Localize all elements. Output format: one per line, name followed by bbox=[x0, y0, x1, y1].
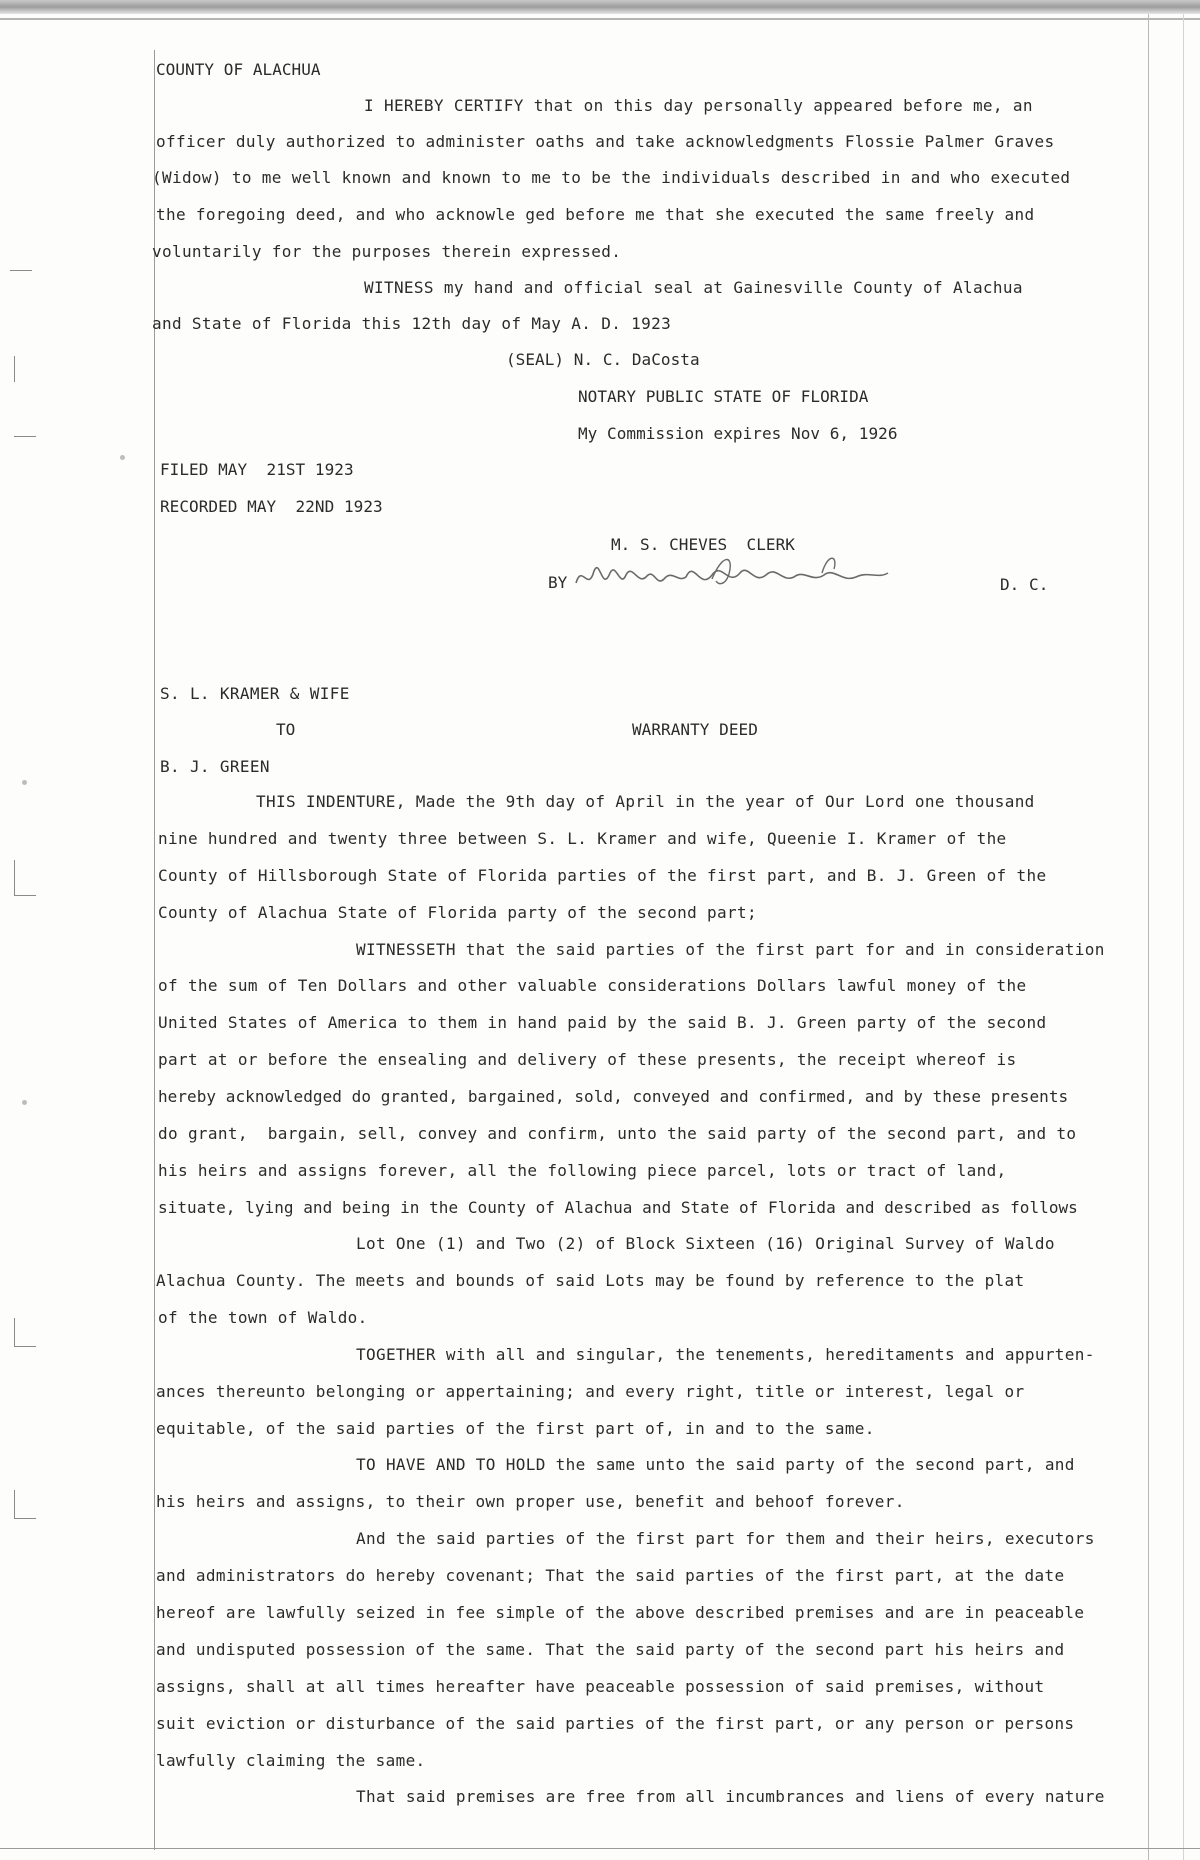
clerk-name: M. S. CHEVES CLERK bbox=[611, 535, 795, 554]
witness-line: and State of Florida this 12th day of May A. D. 1923 bbox=[152, 314, 672, 333]
certify-line: voluntarily for the purposes therein expressed. bbox=[152, 242, 622, 261]
binding-mark bbox=[14, 895, 36, 896]
deed-title: WARRANTY DEED bbox=[632, 720, 758, 739]
grantee: B. J. GREEN bbox=[160, 757, 270, 776]
deed-line: of the sum of Ten Dollars and other valuable considerations Dollars lawful money of the bbox=[158, 976, 1027, 995]
right-margin-rule bbox=[1148, 14, 1149, 1860]
deed-line: United States of America to them in hand paid by the said B. J. Green party of the second bbox=[158, 1013, 1047, 1032]
deed-line: and undisputed possession of the same. That the said party of the second part his heirs and bbox=[156, 1640, 1065, 1659]
certify-line: I HEREBY CERTIFY that on this day personally appeared before me, an bbox=[364, 96, 1033, 115]
scan-speck bbox=[120, 455, 125, 460]
deed-line: situate, lying and being in the County of Alachua and State of Florida and described as follows bbox=[158, 1198, 1078, 1217]
scan-speck bbox=[22, 780, 27, 785]
by-label: BY bbox=[548, 573, 568, 592]
scan-speck bbox=[22, 1100, 27, 1105]
deed-line: Alachua County. The meets and bounds of said Lots may be found by reference to the plat bbox=[156, 1271, 1025, 1290]
deed-line: his heirs and assigns, to their own proper use, benefit and behoof forever. bbox=[156, 1492, 905, 1511]
binding-mark bbox=[14, 356, 15, 382]
deed-line: assigns, shall at all times hereafter have peaceable possession of said premises, without bbox=[156, 1677, 1045, 1696]
deed-line: THIS INDENTURE, Made the 9th day of April in the year of Our Lord one thousand bbox=[256, 792, 1035, 811]
deed-line: lawfully claiming the same. bbox=[156, 1751, 426, 1770]
right-edge-rule bbox=[1183, 14, 1184, 1860]
deed-line: Lot One (1) and Two (2) of Block Sixteen (16) Original Survey of Waldo bbox=[356, 1234, 1055, 1253]
deed-line: County of Hillsborough State of Florida parties of the first part, and B. J. Green of the bbox=[158, 866, 1047, 885]
scan-top-band bbox=[0, 0, 1200, 14]
handwritten-signature bbox=[572, 553, 892, 597]
binding-mark bbox=[10, 270, 32, 271]
deed-line: and administrators do hereby covenant; That the said parties of the first part, at the date bbox=[156, 1566, 1065, 1585]
binding-mark bbox=[14, 1346, 36, 1347]
filed-date: FILED MAY 21ST 1923 bbox=[160, 460, 354, 479]
witness-line: WITNESS my hand and official seal at Gainesville County of Alachua bbox=[364, 278, 1023, 297]
deed-line: County of Alachua State of Florida party of the second part; bbox=[158, 903, 757, 922]
deed-line: equitable, of the said parties of the first part of, in and to the same. bbox=[156, 1419, 875, 1438]
deed-line: nine hundred and twenty three between S. L. Kramer and wife, Queenie I. Kramer of the bbox=[158, 829, 1007, 848]
deed-line: WITNESSETH that the said parties of the first part for and in consideration bbox=[356, 940, 1105, 959]
deed-line: ances thereunto belonging or appertaining; and every right, title or interest, legal or bbox=[156, 1382, 1025, 1401]
scan-bottom-line bbox=[0, 1848, 1200, 1849]
deed-line: And the said parties of the first part for them and their heirs, executors bbox=[356, 1529, 1095, 1548]
notary-title: NOTARY PUBLIC STATE OF FLORIDA bbox=[578, 387, 869, 406]
binding-mark bbox=[14, 1518, 36, 1519]
deed-line: TOGETHER with all and singular, the tenements, hereditaments and appurten- bbox=[356, 1345, 1095, 1364]
deed-line: hereby acknowledged do granted, bargained, sold, conveyed and confirmed, and by these presents bbox=[158, 1087, 1069, 1106]
county-heading: COUNTY OF ALACHUA bbox=[156, 60, 321, 79]
certify-line: (Widow) to me well known and known to me to be the individuals described in and who executed bbox=[152, 168, 1071, 187]
deed-line: do grant, bargain, sell, convey and confirm, unto the said party of the second part, and to bbox=[158, 1124, 1077, 1143]
binding-mark bbox=[14, 436, 36, 437]
recorded-date: RECORDED MAY 22ND 1923 bbox=[160, 497, 383, 516]
scan-top-line bbox=[0, 18, 1200, 20]
certify-line: the foregoing deed, and who acknowle ged before me that she executed the same freely and bbox=[156, 205, 1035, 224]
binding-mark bbox=[14, 860, 15, 896]
deed-line: of the town of Waldo. bbox=[158, 1308, 368, 1327]
deed-to: TO bbox=[276, 720, 296, 739]
deed-line: That said premises are free from all incumbrances and liens of every nature bbox=[356, 1787, 1105, 1806]
binding-mark bbox=[14, 1490, 15, 1518]
notary-name: (SEAL) N. C. DaCosta bbox=[506, 350, 700, 369]
deed-line: hereof are lawfully seized in fee simple of the above described premises and are in peaceable bbox=[156, 1603, 1085, 1622]
deed-line: part at or before the ensealing and delivery of these presents, the receipt whereof is bbox=[158, 1050, 1017, 1069]
certify-line: officer duly authorized to administer oaths and take acknowledgments Flossie Palmer Graves bbox=[156, 132, 1055, 151]
deed-line: suit eviction or disturbance of the said parties of the first part, or any person or persons bbox=[156, 1714, 1075, 1733]
grantor: S. L. KRAMER & WIFE bbox=[160, 684, 350, 703]
commission-expiry: My Commission expires Nov 6, 1926 bbox=[578, 424, 898, 443]
binding-mark bbox=[14, 1318, 15, 1346]
deed-line: his heirs and assigns forever, all the following piece parcel, lots or tract of land, bbox=[158, 1161, 1007, 1180]
deed-line: TO HAVE AND TO HOLD the same unto the said party of the second part, and bbox=[356, 1455, 1075, 1474]
deputy-clerk-label: D. C. bbox=[1000, 575, 1049, 594]
